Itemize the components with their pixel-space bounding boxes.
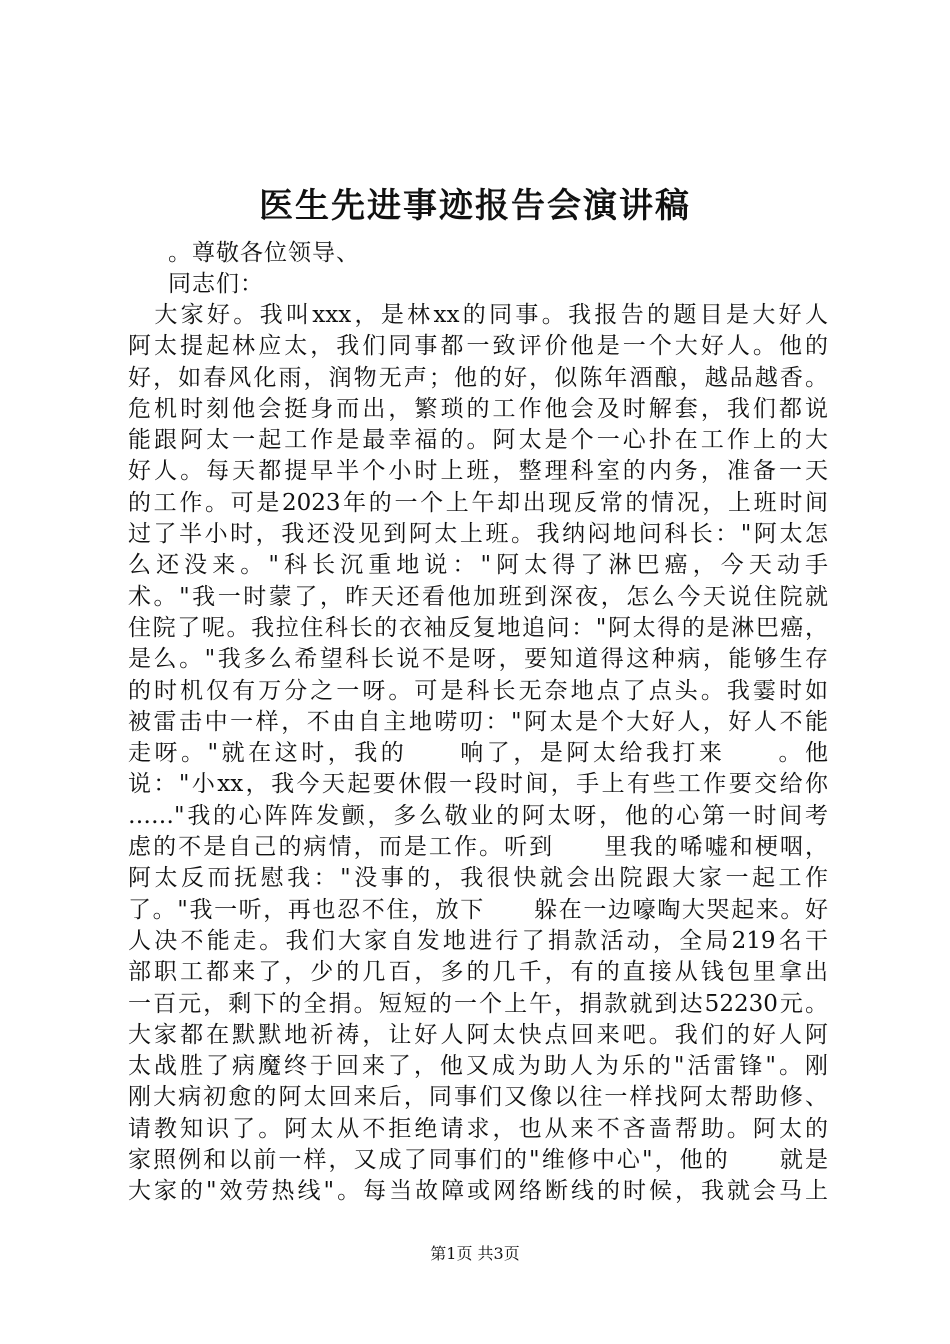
body-line: 大家好。我叫xxx，是林xx的同事。我报告的题目是大好人: [128, 302, 828, 328]
body-line: 被雷击中一样，不由自主地唠叨："阿太是个大好人，好人不能: [128, 708, 828, 735]
body-line: 过了半小时，我还没见到阿太上班。我纳闷地问科长："阿太怎: [128, 521, 828, 548]
body-line: 好，如春风化雨，润物无声；他的好，似陈年酒酿，越品越香。: [128, 364, 828, 391]
body-line: 能跟阿太一起工作是最幸福的。阿太是个一心扑在工作上的大: [128, 427, 828, 454]
body-line: 大家都在默默地祈祷，让好人阿太快点回来吧。我们的好人阿: [128, 1021, 828, 1048]
body-line: ……"我的心阵阵发颤，多么敬业的阿太呀，他的心第一时间考: [128, 802, 828, 829]
body-line: 走呀。"就在这时，我的 响了，是阿太给我打来 。他: [128, 740, 828, 767]
document-title: 医生先进事迹报告会演讲稿: [259, 186, 691, 226]
body-line: 么还没来。"科长沉重地说："阿太得了淋巴癌，今天动手: [128, 552, 828, 579]
body-line: 刚大病初愈的阿太回来后，同事们又像以往一样找阿太帮助修、: [128, 1084, 828, 1111]
body-line: 住院了呢。我拉住科长的衣袖反复地追问："阿太得的是淋巴癌，: [128, 614, 828, 641]
page-footer: 第1页 共3页: [430, 1244, 520, 1263]
body-line: 阿太反而抚慰我："没事的，我很快就会出院跟大家一起工作: [128, 865, 828, 892]
body-line: 大家的"效劳热线"。每当故障或网络断线的时候，我就会马上: [128, 1178, 828, 1205]
body-paragraph: [128, 300, 828, 1208]
body-line: 的工作。可是2023年的一个上午却出现反常的情况，上班时间: [128, 489, 828, 516]
body-line: 好人。每天都提早半个小时上班，整理科室的内务，准备一天: [128, 458, 828, 485]
greeting-line-1: 。尊敬各位领导、: [168, 240, 360, 266]
body-line: 说："小xx，我今天起要休假一段时间，手上有些工作要交给你: [128, 771, 828, 798]
body-line: 的时机仅有万分之一呀。可是科长无奈地点了点头。我霎时如: [128, 677, 828, 704]
body-line: 请教知识了。阿太从不拒绝请求，也从来不吝啬帮助。阿太的: [128, 1115, 828, 1142]
body-line: 部职工都来了，少的几百，多的几千，有的直接从钱包里拿出: [128, 959, 828, 986]
body-line: 虑的不是自己的病情，而是工作。听到 里我的唏嘘和梗咽，: [128, 834, 828, 861]
body-line: 人决不能走。我们大家自发地进行了捐款活动，全局219名干: [128, 927, 828, 954]
body-line: 是么。"我多么希望科长说不是呀，要知道得这种病，能够生存: [128, 646, 828, 673]
greeting-line-2: 同志们：: [168, 271, 264, 297]
body-line: 太战胜了病魔终于回来了，他又成为助人为乐的"活雷锋"。刚: [128, 1053, 828, 1080]
body-line: 一百元，剩下的全捐。短短的一个上午，捐款就到达52230元。: [128, 990, 828, 1017]
body-line: 阿太提起林应太，我们同事都一致评价他是一个大好人。他的: [128, 333, 828, 360]
body-line: 了。"我一听，再也忍不住，放下 躲在一边嚎啕大哭起来。好: [128, 896, 828, 923]
body-line: 危机时刻他会挺身而出，繁琐的工作他会及时解套，我们都说: [128, 395, 828, 422]
body-line: 术。"我一时蒙了，昨天还看他加班到深夜，怎么今天说住院就: [128, 583, 828, 610]
body-line: 家照例和以前一样，又成了同事们的"维修中心"，他的 就是: [128, 1147, 828, 1174]
